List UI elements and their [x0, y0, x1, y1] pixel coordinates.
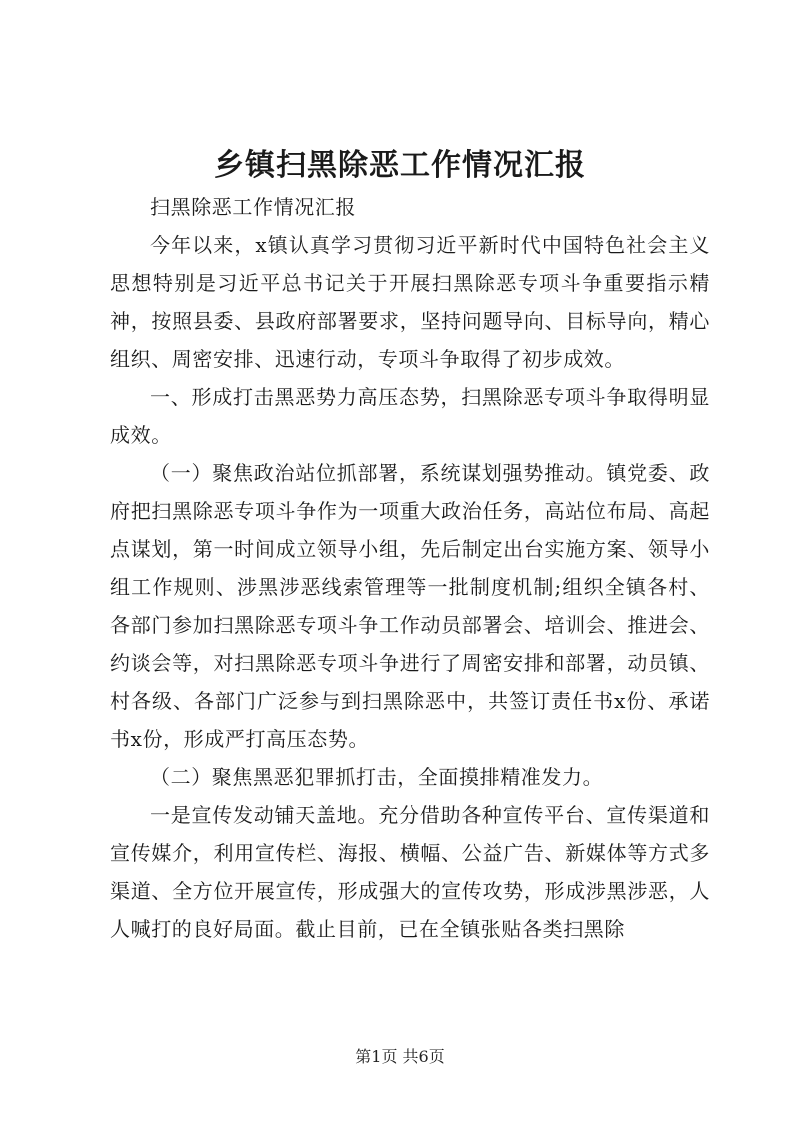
subtitle-paragraph: 扫黑除恶工作情况汇报	[150, 195, 356, 219]
section-heading-1: 一、形成打击黑恶势力高压态势，扫黑除恶专项斗争取得明显成效。	[110, 385, 710, 447]
document-title: 乡镇扫黑除恶工作情况汇报	[214, 148, 586, 183]
page-footer: 第1页 共6页	[355, 1047, 445, 1066]
publicity-paragraph: 一是宣传发动铺天盖地。充分借助各种宣传平台、宣传渠道和宣传媒介，利用宣传栏、海报、横幅、公益广告、新媒体等方式多渠道、全方位开展宣传，形成强大的宣传攻势，形成涉黑涉恶，人人喊打的良好局面。截止目前，已在全镇张贴各类扫黑除	[110, 803, 710, 941]
document-body	[110, 188, 710, 948]
intro-paragraph: 今年以来，x镇认真学习贯彻习近平新时代中国特色社会主义思想特别是习近平总书记关于开展扫黑除恶专项斗争重要指示精神，按照县委、县政府部署要求，坚持问题导向、目标导向，精心组织、周密安排、迅速行动，专项斗争取得了初步成效。	[110, 233, 710, 371]
subsection-paragraph-1: （一）聚焦政治站位抓部署，系统谋划强势推动。镇党委、政府把扫黑除恶专项斗争作为一项重大政治任务，高站位布局、高起点谋划，第一时间成立领导小组，先后制定出台实施方案、领导小组工作规则、涉黑涉恶线索管理等一批制度机制;组织全镇各村、各部门参加扫黑除恶专项斗争工作动员部署会、培训会、推进会、约谈会等，对扫黑除恶专项斗争进行了周密安排和部署，动员镇、村各级、各部门广泛参与到扫黑除恶中，共签订责任书x份、承诺书x份，形成严打高压态势。	[110, 461, 710, 751]
subsection-heading-2: （二）聚焦黑恶犯罪抓打击，全面摸排精准发力。	[150, 765, 604, 789]
